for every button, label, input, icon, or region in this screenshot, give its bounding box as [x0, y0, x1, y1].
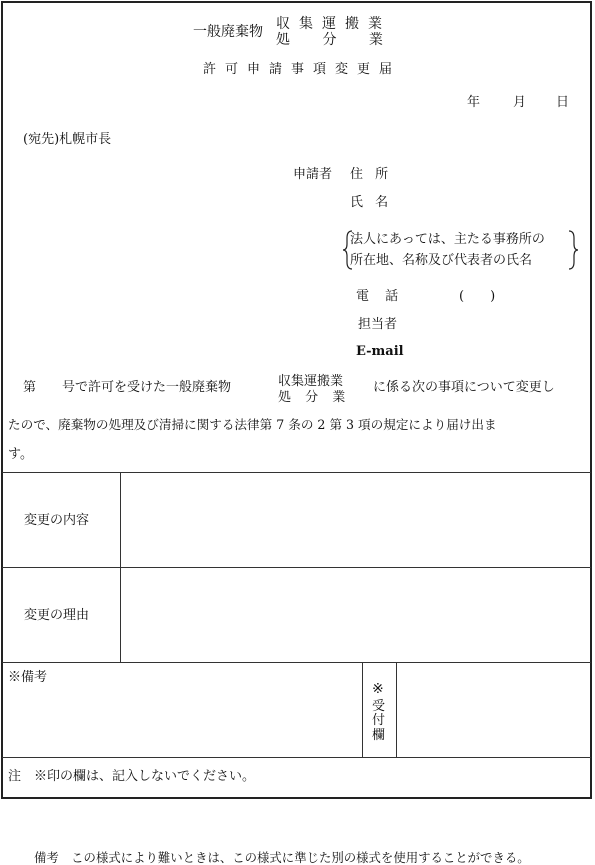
change-content-field[interactable] [122, 474, 590, 566]
receipt-char: 欄 [372, 728, 386, 743]
date-month: 月 [513, 95, 527, 110]
body-line1-part2: に係る次の事項について変更し [373, 380, 555, 395]
date-year: 年 [467, 95, 481, 110]
table-row-divider [2, 567, 591, 568]
corporate-note-line2: 所在地、名称及び代表者の氏名 [350, 253, 533, 268]
corporate-note-line1: 法人にあっては、主たる事務所の [350, 232, 545, 247]
receipt-char: 付 [372, 713, 386, 728]
email-label: E-mail [356, 344, 404, 359]
footer-remark: 備考 この様式により難いときは、この様式に準じた別の様式を使用することができる。 [34, 850, 530, 865]
addressee: (宛先)札幌市長 [23, 132, 112, 147]
phone-parens: ( ) [459, 289, 496, 304]
table-row-divider [2, 757, 591, 758]
receipt-mark: ※ [372, 681, 384, 697]
page-title: 許可申請事項変更届 [203, 62, 402, 77]
remarks-label: ※備考 [8, 670, 48, 685]
body-stack-disposal: 処 分 業 [278, 390, 351, 405]
table-row-divider [2, 662, 591, 663]
title-business-type-disposal: 処 分 業 [276, 32, 397, 48]
title-business-type-collection: 収集運搬業 [276, 16, 391, 32]
table-top-border [2, 472, 591, 473]
receipt-column-left [362, 662, 363, 757]
phone-label: 電 話 [356, 289, 405, 304]
title-prefix: 一般廃棄物 [193, 24, 263, 40]
change-reason-field[interactable] [122, 569, 590, 661]
receipt-char: 受 [372, 699, 386, 714]
applicant-label: 申請者 [293, 167, 333, 182]
change-content-label: 変更の内容 [24, 513, 90, 528]
remarks-field[interactable] [4, 690, 360, 755]
receipt-column-right [396, 662, 397, 757]
body-line1-part1: 第 号で許可を受けた一般廃棄物 [23, 380, 232, 395]
contact-person-label: 担当者 [358, 317, 398, 332]
body-line2: たので、廃棄物の処理及び清掃に関する法律第 7 条の 2 第 3 項の規定により届け出ま [8, 417, 497, 432]
address-label: 住 所 [350, 167, 393, 182]
body-stack-collection: 収集運搬業 [278, 374, 344, 389]
form-note: 注 ※印の欄は、記入しないでください。 [8, 769, 256, 784]
body-line3: す。 [8, 447, 33, 462]
change-reason-label: 変更の理由 [24, 608, 90, 623]
name-label: 氏 名 [350, 195, 393, 210]
date-day: 日 [556, 95, 570, 110]
